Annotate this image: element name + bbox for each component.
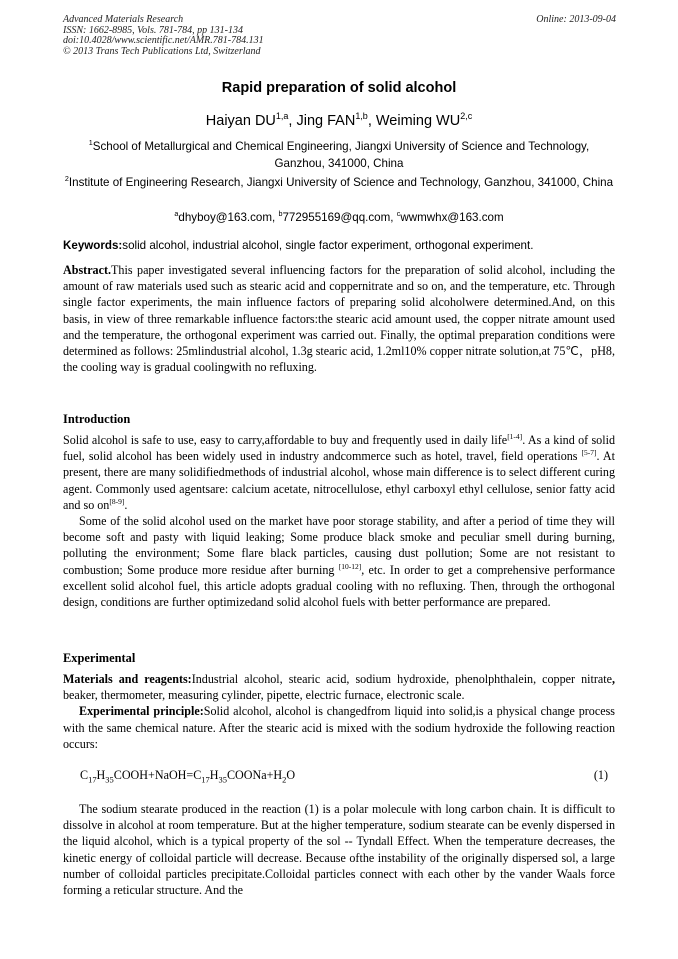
author-affil-mark: 1,b [355,111,368,122]
email-list: $^a$dhyboy@163.com, $^b$772955169@qq.com, $^c$wwmwhx@163.com [174,209,504,224]
affiliation-1: $^1$School of Metallurgical and Chemical Engineering, Jiangxi University of Science and Technology, Ganzhou, 341000, China [88,138,590,170]
materials-label: Materials and reagents: [63,672,192,686]
affiliation-2: $^2$Institute of Engineering Research, Jiangxi University of Science and Technology, Ganzhou, 341000, China [64,174,614,189]
paragraph: The sodium stearate produced in the reaction (1) is a polar molecule with long carbon chain. It is difficult to dissolve in alcohol at room temperature. But at the higher temperature, sodium stearate can be evenly dispersed in the liquid alcohol, which is a typical property of the sol -- Tyndall Effect. When the temperature decreases, the kinetic energy of colloidal particle will decrease. Because ofthe instability of the originally dispersed sol, a large number of colloidal particles precipitate.Colloidal particles connect with each other by the vander Waals force forming a reticular structure. And the [63,802,615,898]
paragraph: Solid alcohol is safe to use, easy to carry,affordable to buy and frequently used in daily life[1-4]. As a kind of solid fuel, solid alcohol has been widely used in industry andcommerce such as hotel, travel, field operations [5-7]. At present, there are many solidifiedmethods of industrial alcohol, whose main difference is to select different curing agent. Commonly used agentsare: calcium acetate, nitrocellulose, ethyl carboxyl ethyl cellulose, senior fatty acid and so on[8-9]. [63,431,615,512]
paper-title: Rapid preparation of solid alcohol [221,80,457,96]
doi-line: doi:10.4028/www.scientific.net/AMR.781-784.131 [63,35,264,46]
chemical-equation: $C_{17}H_{35}COOH+NaOH=C_{17}H_{35}COONa+H_2O$ (1) [80,768,608,785]
author-affil-mark: 2,c [460,111,473,122]
email-address: wwmwhx@163.com [400,211,504,224]
email-address: 772955169@qq.com [282,211,391,224]
abstract-label: Abstract. [63,263,112,277]
keywords-text: solid alcohol, industrial alcohol, single factor experiment, orthogonal experiment. [122,239,534,252]
citation: [10-12] [338,561,362,571]
author-name: Weiming WU [375,113,461,129]
introduction-body [63,432,615,610]
author-name: Jing FAN [296,113,356,129]
copyright-line: © 2013 Trans Tech Publications Ltd, Switzerland [63,45,261,57]
experimental-body-continued [63,801,615,898]
author-name: Haiyan DU [205,113,276,129]
equation-number: (1) [593,768,608,782]
author-list: Haiyan DU$^{1,a}$, Jing FAN$^{1,b}$, Weiming WU$^{2,c}$ [205,111,473,129]
experimental-body [63,671,615,752]
author-affil-mark: 1,a [275,111,289,122]
citation: [1-4] [507,431,523,441]
keywords-label: Keywords: [63,239,123,252]
journal-name: Advanced Materials Research [63,14,184,25]
citation: [8-9] [109,496,125,506]
abstract-text: This paper investigated several influencing factors for the preparation of solid alcohol, including the amount of raw materials used such as stearic acid and coppernitrate and so on, and the temperature, etc. Through single factor experiments, the main influence factors of preparing solid alcoholwere determined.And, on this basis, in view of three remarkable influence factors:the stearic acid amount used, the copper nitrate amount used and the temperature, the orthogonal experiment was carried out. Finally, the optimal preparation conditions were determined as follows: 25mlindustrial alcohol, 1.3g stearic acid, 1.2ml10% copper nitrate solution,at 75℃，pH8, the cooling way is gradual coolingwith no refluxing. [63,263,615,375]
email-address: dhyboy@163.com [178,211,273,224]
journal-info [63,15,264,57]
paragraph: Some of the solid alcohol used on the market have poor storage stability, and after a period of time they will become soft and pasty with liquid leaking; Some produce black smoke and peculiar smell during burning, polluting the environment; Some flare black particles, causing dust pollution; Some are not resistant to combustion; Some produce more residue after burning [10-12], etc. In order to get a comprehensive performance excellent solid alcohol fuel, this article adopts gradual cooling with no refluxing. Then, through the orthogonal design, conditions are further optimizedand solid alcohol fuels with better performance are prepared. [63,514,615,610]
issn-line: ISSN: 1662-8985, Vols. 781-784, pp 131-134 [63,24,243,36]
citation: [5-7] [581,448,597,458]
principle-label: Experimental principle: [79,704,204,719]
section-heading-experimental: Experimental [63,651,136,665]
online-date: Online: 2013-09-04 [536,14,616,25]
paragraph: Materials and reagents:Industrial alcohol, stearic acid, sodium hydroxide, phenolphthalein, copper nitrate, beaker, thermometer, measuring cylinder, pipette, electric furnace, electronic scale. [63,672,615,703]
keywords [63,239,615,252]
paragraph: Experimental principle:Solid alcohol, alcohol is changedfrom liquid into solid,is a physical change process with the same chemical nature. After the stearic acid is mixed with the sodium hydroxide the following reaction occurs: [63,704,615,751]
abstract [63,262,615,375]
section-heading-introduction: Introduction [63,412,131,426]
